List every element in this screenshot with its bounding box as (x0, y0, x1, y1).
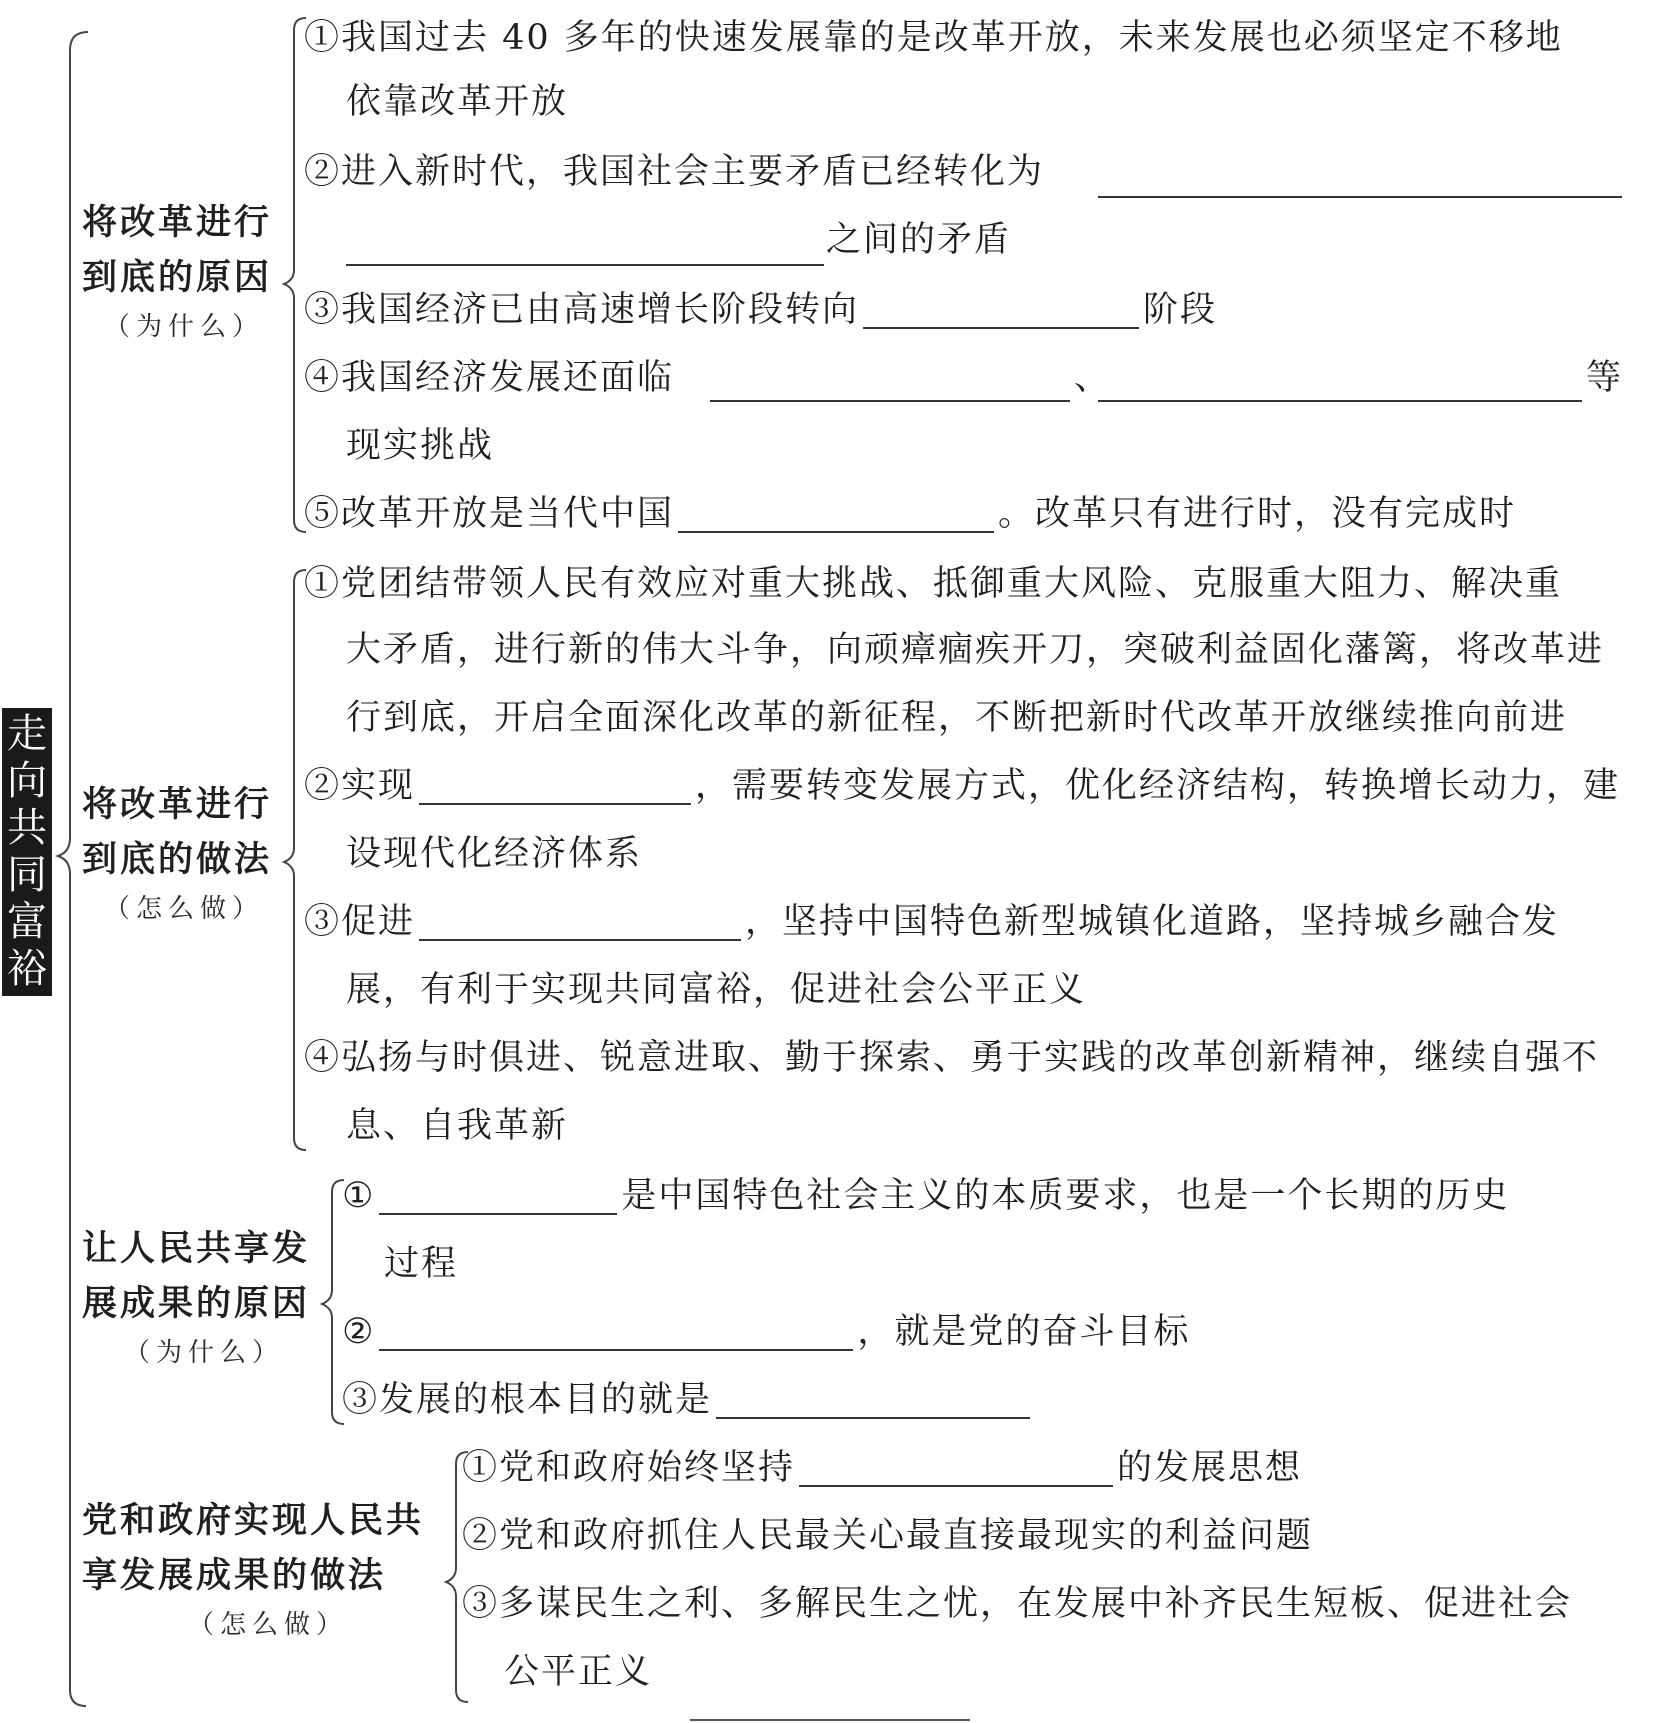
item-number: ③ (304, 902, 342, 942)
s2-item3 (304, 900, 1559, 944)
s2-item2-line2: 设现代化经济体系 (346, 834, 643, 874)
item-number: ③ (342, 1380, 380, 1420)
item-number: ④ (304, 1038, 342, 1078)
section4-heading-line1: 党和政府实现人民共 (82, 1501, 425, 1541)
s3-item3-text-a: 发展的根本目的就是 (379, 1380, 713, 1420)
s4-item1-text-b: 的发展思想 (1117, 1448, 1303, 1488)
s4-item1-text-a: 党和政府始终坚持 (499, 1448, 796, 1488)
section2-heading-line1: 将改革进行 (82, 785, 273, 825)
s2-item4 (304, 1036, 1599, 1080)
s2-item3-blank[interactable] (419, 905, 741, 941)
s3-item1 (342, 1174, 1509, 1218)
item-number: ② (304, 766, 342, 806)
s2-item4-line1: 弘扬与时俱进、锐意进取、勤于探索、勇于实践的改革创新精神，继续自强不 (341, 1038, 1600, 1078)
s2-item2 (304, 764, 1620, 808)
s1-item3-blank[interactable] (863, 293, 1139, 329)
s4-item3-line2: 公平正义 (504, 1652, 653, 1692)
s1-item5 (304, 492, 1516, 536)
item-number: ② (304, 152, 342, 192)
item-number: ④ (304, 358, 342, 398)
section3-brace (322, 1180, 344, 1424)
s2-item4-line2: 息、自我革新 (346, 1106, 569, 1146)
s3-item1-blank[interactable] (379, 1179, 617, 1215)
s1-item2-line1: 进入新时代，我国社会主要矛盾已经转化为 (341, 152, 1045, 192)
item-number: ② (342, 1312, 376, 1352)
s2-item3-line2: 展，有利于实现共同富裕，促进社会公平正义 (346, 970, 1087, 1010)
s1-item3 (304, 288, 1217, 332)
s1-item4 (304, 356, 674, 400)
s2-item3-text-a: 促进 (341, 902, 416, 942)
s1-item5-text-a: 改革开放是当代中国 (341, 494, 675, 534)
s4-item2 (462, 1514, 1313, 1558)
s2-item1 (304, 562, 1562, 606)
s2-item2-text-b: ，需要转变发展方式，优化经济结构，转换增长动力，建 (695, 766, 1621, 806)
s2-item2-text-a: 实现 (341, 766, 416, 806)
section2-subheading: （怎么做） (104, 894, 265, 924)
section4-heading (82, 1494, 424, 1604)
s1-item4-blank-1[interactable] (710, 400, 1070, 402)
s3-item2 (342, 1310, 1190, 1354)
item-number: ② (462, 1516, 500, 1556)
section4-heading-line2: 享发展成果的做法 (82, 1556, 387, 1596)
s3-item1-line2: 过程 (384, 1244, 459, 1284)
s3-item3 (342, 1378, 1034, 1422)
s4-item1 (462, 1446, 1302, 1490)
section4-subheading: （怎么做） (188, 1610, 349, 1640)
s1-item4-blank-2[interactable] (1098, 400, 1582, 402)
item-number: ① (342, 1176, 376, 1216)
s2-item2-blank[interactable] (419, 769, 691, 805)
section1-subheading: （为什么） (104, 312, 265, 342)
section1-brace (284, 18, 306, 532)
item-number: ① (304, 564, 342, 604)
title-box (2, 708, 52, 996)
s1-item4-line2: 现实挑战 (346, 426, 495, 466)
section3-subheading: （为什么） (124, 1338, 285, 1368)
item-number: ③ (462, 1584, 500, 1624)
item-number: ① (304, 18, 342, 58)
section3-heading-line1: 让人民共享发 (82, 1229, 311, 1269)
section3-heading-line2: 展成果的原因 (82, 1284, 311, 1324)
s4-item2-line1: 党和政府抓住人民最关心最直接最现实的利益问题 (499, 1516, 1314, 1556)
s1-item5-blank[interactable] (678, 497, 994, 533)
s3-item3-blank[interactable] (716, 1383, 1030, 1419)
section3-heading (82, 1222, 310, 1332)
s3-item2-blank[interactable] (379, 1315, 853, 1351)
section1-heading-line2: 到底的原因 (82, 258, 273, 298)
s1-item3-text-b: 阶段 (1143, 290, 1218, 330)
section2-brace (284, 570, 306, 1150)
item-number: ① (462, 1448, 500, 1488)
s4-item1-blank[interactable] (799, 1451, 1113, 1487)
section2-heading (82, 778, 272, 888)
s1-item2-blank-2[interactable] (346, 264, 824, 266)
item-number: ③ (304, 290, 342, 330)
s3-item1-text-b: 是中国特色社会主义的本质要求，也是一个长期的历史 (621, 1176, 1510, 1216)
s1-item1-line1: 我国过去 40 多年的快速发展靠的是改革开放，未来发展也必须坚定不移地 (341, 18, 1563, 58)
s1-item5-text-b: 。改革只有进行时，没有完成时 (998, 494, 1517, 534)
s1-item4-end: 等 (1586, 358, 1624, 398)
s2-item1-line3: 行到底，开启全面深化改革的新征程，不断把新时代改革开放继续推向前进 (346, 698, 1568, 738)
item-number: ⑤ (304, 494, 342, 534)
section1-heading-line1: 将改革进行 (82, 203, 273, 243)
s4-item3 (462, 1582, 1572, 1626)
s2-item3-text-b: ，坚持中国特色新型城镇化道路，坚持城乡融合发 (745, 902, 1560, 942)
s1-item4-text-a: 我国经济发展还面临 (341, 358, 675, 398)
s4-item3-line1: 多谋民生之利、多解民生之忧，在发展中补齐民生短板、促进社会 (499, 1584, 1573, 1624)
s1-item1-line2: 依靠改革开放 (346, 82, 569, 122)
s1-item1 (304, 16, 1622, 60)
s1-item2-line2: 之间的矛盾 (826, 220, 1012, 260)
s1-item3-text-a: 我国经济已由高速增长阶段转向 (341, 290, 860, 330)
section1-heading (82, 196, 272, 306)
s1-item4-sep: 、 (1074, 358, 1112, 398)
page-title: 走向共同富裕 (7, 711, 47, 992)
s2-item1-line1: 党团结带领人民有效应对重大挑战、抵御重大风险、克服重大阻力、解决重 (341, 564, 1563, 604)
section2-heading-line2: 到底的做法 (82, 840, 273, 880)
s1-item2-blank-1[interactable] (1098, 196, 1622, 198)
s1-item2 (304, 150, 1044, 194)
s2-item1-line2: 大矛盾，进行新的伟大斗争，向顽瘴痼疾开刀，突破利益固化藩篱，将改革进 (346, 630, 1605, 670)
s3-item2-text-b: ，就是党的奋斗目标 (857, 1312, 1191, 1352)
